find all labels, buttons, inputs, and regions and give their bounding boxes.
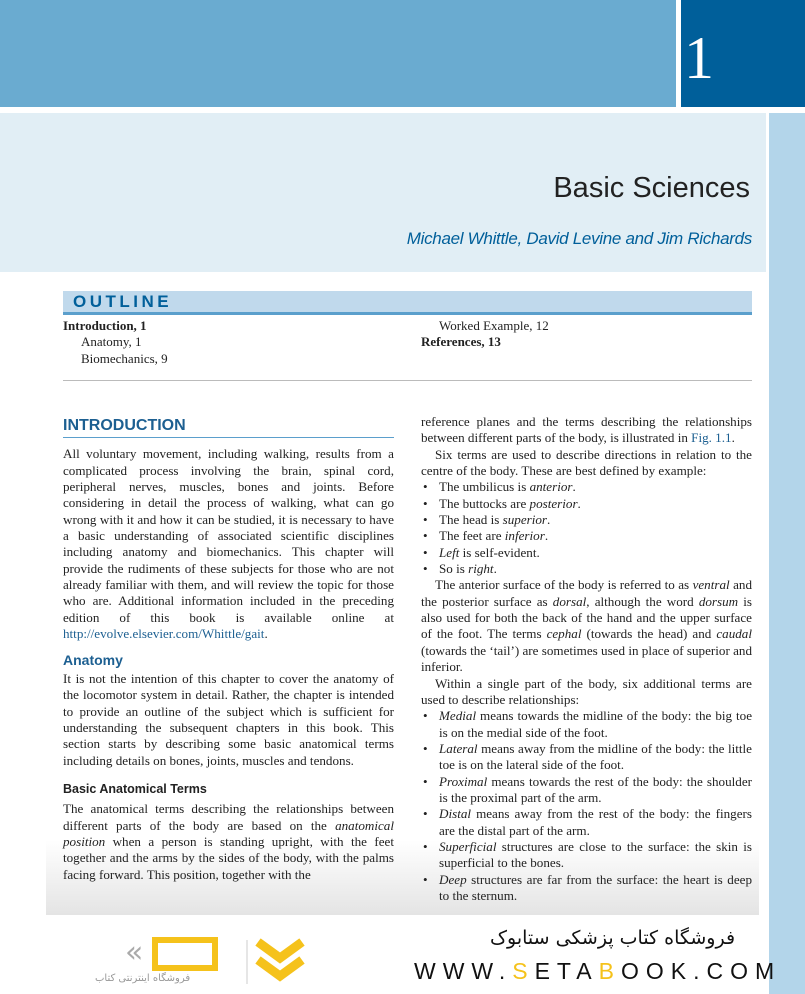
paragraph [63,801,394,883]
list-item [421,806,752,839]
text: is self-evident. [459,544,540,560]
text: dorsal [552,593,587,609]
text: is also used for both the back of the hand and the upper surface of the foot. The terms [421,593,752,642]
text: means towards the rest of the body: the shoulder is the proximal part of the arm. [439,773,752,805]
text: All voluntary movement, including walking, results from a complicated process involving the brain, spinal cord, peripheral nerves, muscles, bones and joints. Before considering in detail the process of walking, what can go wrong with it and how it can be studied, it is necessary to have a basic understanding of associated scientific disciplines including anatomy and biomechanics. This chapter will provide the rudiments of these subjects for those who are not already familiar with them, and will review the topic for those who are. Additional information included in the preceding edition of this book is available online at [63,446,394,625]
list-item [421,496,752,512]
heading-anatomy: Anatomy [63,652,123,669]
paragraph: Within a single part of the body, six additional terms are used to describe relationships: [421,675,752,707]
text: WWW. [414,958,513,984]
text: So is [439,561,469,577]
direction-list [421,479,752,577]
watermark-title: فروشگاه کتاب پزشکی ستابوک [490,927,736,949]
list-item [421,512,752,528]
header-band [0,0,676,107]
list-item [421,545,752,561]
text: The anatomical terms describing the relationships between different parts of the body are based on the [63,801,394,833]
outline-item[interactable]: References, 13 [421,334,501,349]
paragraph: Six terms are used to describe directions in relation to the centre of the body. These are best defined by example: [421,446,752,479]
text: cephal [546,626,582,642]
text: means away from the rest of the body: the fingers are the distal part of the arm. [439,806,752,838]
relationship-list [421,708,752,904]
text: Superficial [439,838,497,854]
outline-item[interactable]: Worked Example, 12 [439,318,549,333]
text: Lateral [439,740,478,756]
text: S [512,958,535,984]
text: The head is [439,512,503,528]
heading-introduction: INTRODUCTION [63,418,394,438]
chapter-number: 1 [681,0,805,107]
list-item [421,741,752,774]
side-stripe [769,113,805,994]
outline-header [63,291,752,315]
list-item [421,774,752,807]
text: reference planes and the terms describing the relationships between different parts of the body, is illustrated in [421,414,752,446]
logo-arrows: « [125,935,144,970]
logo-mark [155,940,215,968]
text: dorsum [698,593,739,609]
text: when a person is standing upright, with the feet together and the arms by the sides of the body, with the palms facing forward. This position, together with the [63,833,394,882]
paragraph: reference planes and the terms describing the relationships between different parts of the body, is illustrated in Fig. 1.1. [421,414,752,446]
text: The buttocks are [439,495,530,511]
left-column [63,418,394,883]
text: ventral [692,577,730,593]
text: means away from the midline of the body: the little toe is on the lateral side of the foot. [439,740,752,773]
evolve-link[interactable]: http://evolve.elsevier.com/Whittle/gait [63,626,265,642]
text: caudal [716,626,752,642]
text: OOK.COM [620,958,782,984]
outline-item[interactable]: Biomechanics, 9 [81,351,168,366]
text: posterior [529,495,578,511]
text: structures are close to the surface: the skin is superficial to the bones. [439,838,752,871]
paragraph [421,577,752,675]
outline-item[interactable]: Anatomy, 1 [81,334,142,349]
list-item [421,561,752,577]
paragraph: It is not the intention of this chapter to cover the anatomy of the locomotor system in detail. Rather, the chapter is intended to provide an outline of the subject which is sufficient for understanding the subsequent chapters in this book. This section starts by describing some basic anatomical terms including details on bones, joints, muscles and tendons. [63,670,394,768]
list-item [421,708,752,741]
text: (towards the head) and [581,626,717,642]
text: Distal [439,806,472,822]
chevron-icon [258,942,302,958]
text: B [598,958,621,984]
watermark-url[interactable] [414,958,781,985]
chapter-authors: Michael Whittle, David Levine and Jim Richards [406,229,752,248]
paragraph: All voluntary movement, including walking, results from a complicated process involving the brain, spinal cord, peripheral nerves, muscles, bones and joints. Before considering in detail the process of walking, what can go wrong with it and how it can be studied, it is necessary to have a basic understanding of associated scientific disciplines including anatomy and biomechanics. This chapter will provide the rudiments of these subjects for those who are not already familiar with them, and will review the topic for those who are. Additional information included in the preceding edition of this book is available online at http://evolve.elsevier.com/Whittle/gait. [63,446,394,642]
text: The feet are [439,528,505,544]
list-item [421,872,752,905]
text: Left [439,544,460,560]
divider [63,380,752,381]
text: Proximal [439,773,488,789]
text: The anterior surface of the body is referred to as [435,577,693,593]
heading-basic-terms: Basic Anatomical Terms [63,781,207,796]
text: (towards the ‘tail’) are sometimes used in place of superior and inferior. [421,642,752,675]
text: . [577,495,581,511]
text: ETA [534,958,599,984]
text: The umbilicus is [439,479,530,495]
text: . [493,561,497,577]
text: means towards the midline of the body: the big toe is on the medial side of the foot. [439,708,752,740]
text: Medial [439,708,477,724]
text: structures are far from the surface: the heart is deep to the sternum. [439,871,752,903]
outline-heading: OUTLINE [73,292,173,311]
figure-link[interactable]: Fig. 1.1 [691,430,732,446]
text: anterior [529,479,573,495]
list-item [421,479,752,495]
text: anatomical position [63,817,394,849]
text: Deep [439,871,467,887]
text: inferior [504,528,545,544]
chapter-title: Basic Sciences [553,172,750,204]
right-column [421,414,752,904]
text: . [572,479,576,495]
logo-subtitle: فروشگاه اینترنتی کتاب [95,973,191,984]
text: . [544,528,549,544]
list-item [421,839,752,872]
outline-item[interactable]: Introduction, 1 [63,318,147,333]
text: , although the word [586,593,699,609]
text: superior [502,512,548,528]
text: right [468,561,494,577]
list-item [421,528,752,544]
text: and the posterior surface as [421,577,752,609]
text: . [547,512,551,528]
